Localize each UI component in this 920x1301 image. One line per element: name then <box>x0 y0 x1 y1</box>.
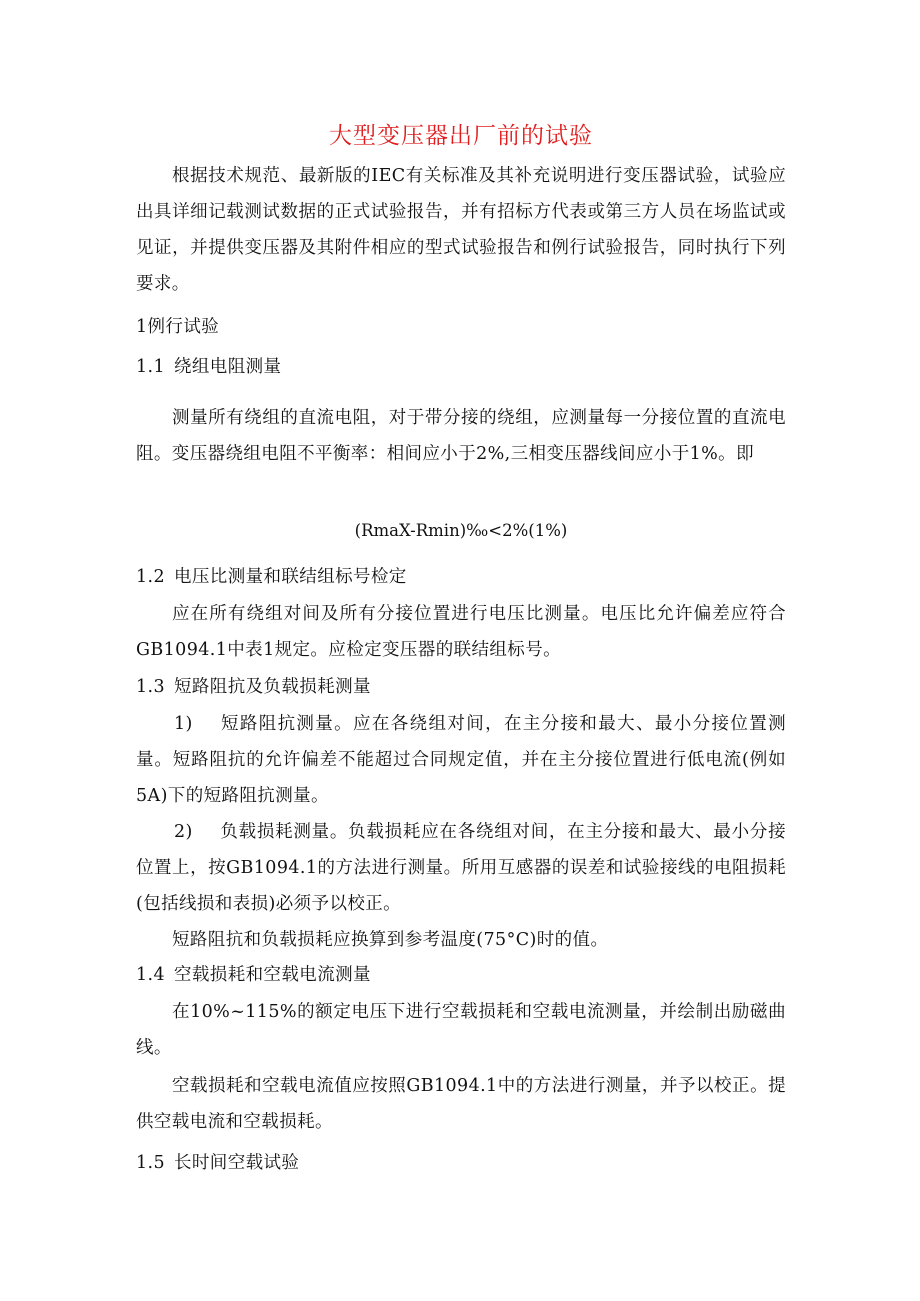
document-title: 大型变压器出厂前的试验 <box>329 123 593 149</box>
section-title: 空载损耗和空载电流测量 <box>174 965 371 985</box>
section-title: 短路阻抗及负载损耗测量 <box>174 677 371 697</box>
section-number: 1.4 <box>136 965 166 985</box>
section-number: 1.5 <box>136 1153 166 1173</box>
section-1-4-body-2: 空载损耗和空载电流值应按照GB1094.1中的方法进行测量，并予以校正。提供空载电流和空载损耗。 <box>136 1076 786 1132</box>
section-title: 绕组电阻测量 <box>174 357 282 377</box>
section-title: 电压比测量和联结组标号检定 <box>174 567 407 587</box>
intro-paragraph: 根据技术规范、最新版的IEC有关标准及其补充说明进行变压器试验，试验应出具详细记载测试数据的正式试验报告，并有招标方代表或第三方人员在场监试或见证，并提供变压器及其附件相应的型式试验报告和例行试验报告，同时执行下列要求。 <box>136 166 786 294</box>
section-1-2-body: 应在所有绕组对间及所有分接位置进行电压比测量。电压比允许偏差应符合GB1094.1中表1规定。应检定变压器的联结组标号。 <box>136 604 786 660</box>
list-item-text: 负载损耗测量。负载损耗应在各绕组对间，在主分接和最大、最小分接位置上，按GB1094.1的方法进行测量。所用互感器的误差和试验接线的电阻损耗(包括线损和表损)必须予以校正。 <box>136 822 786 914</box>
list-item-text: 短路阻抗测量。应在各绕组对间，在主分接和最大、最小分接位置测量。短路阻抗的允许偏差不能超过合同规定值，并在主分接位置进行低电流(例如5A)下的短路阻抗测量。 <box>136 714 786 806</box>
section-number: 1.1 <box>136 357 166 377</box>
section-1-5-heading <box>136 1148 786 1178</box>
section-1-heading: 1例行试验 <box>136 317 220 337</box>
section-1-2-heading <box>136 562 786 592</box>
list-item-short-circuit-impedance <box>136 706 786 814</box>
list-marker: 2) <box>174 822 193 842</box>
section-1-1-body: 测量所有绕组的直流电阻，对于带分接的绕组，应测量每一分接位置的直流电阻。变压器绕组电阻不平衡率：相间应小于2%,三相变压器线间应小于1%。即 <box>136 408 786 464</box>
section-number: 1.3 <box>136 677 166 697</box>
section-1-3-heading <box>136 672 786 702</box>
list-item-load-loss <box>136 814 786 922</box>
section-1-4-heading <box>136 960 786 990</box>
section-number: 1.2 <box>136 567 166 587</box>
list-marker: 1) <box>174 714 193 734</box>
section-1-1-heading <box>136 352 786 382</box>
balance-formula: (RmaX-Rmin)‰<2%(1%) <box>354 521 568 540</box>
section-title: 长时间空载试验 <box>174 1153 300 1173</box>
section-1-4-body-1: 在10%~115%的额定电压下进行空载损耗和空载电流测量，并绘制出励磁曲线。 <box>136 1002 786 1058</box>
section-1-3-note: 短路阻抗和负载损耗应换算到参考温度(75°C)时的值。 <box>172 930 609 950</box>
